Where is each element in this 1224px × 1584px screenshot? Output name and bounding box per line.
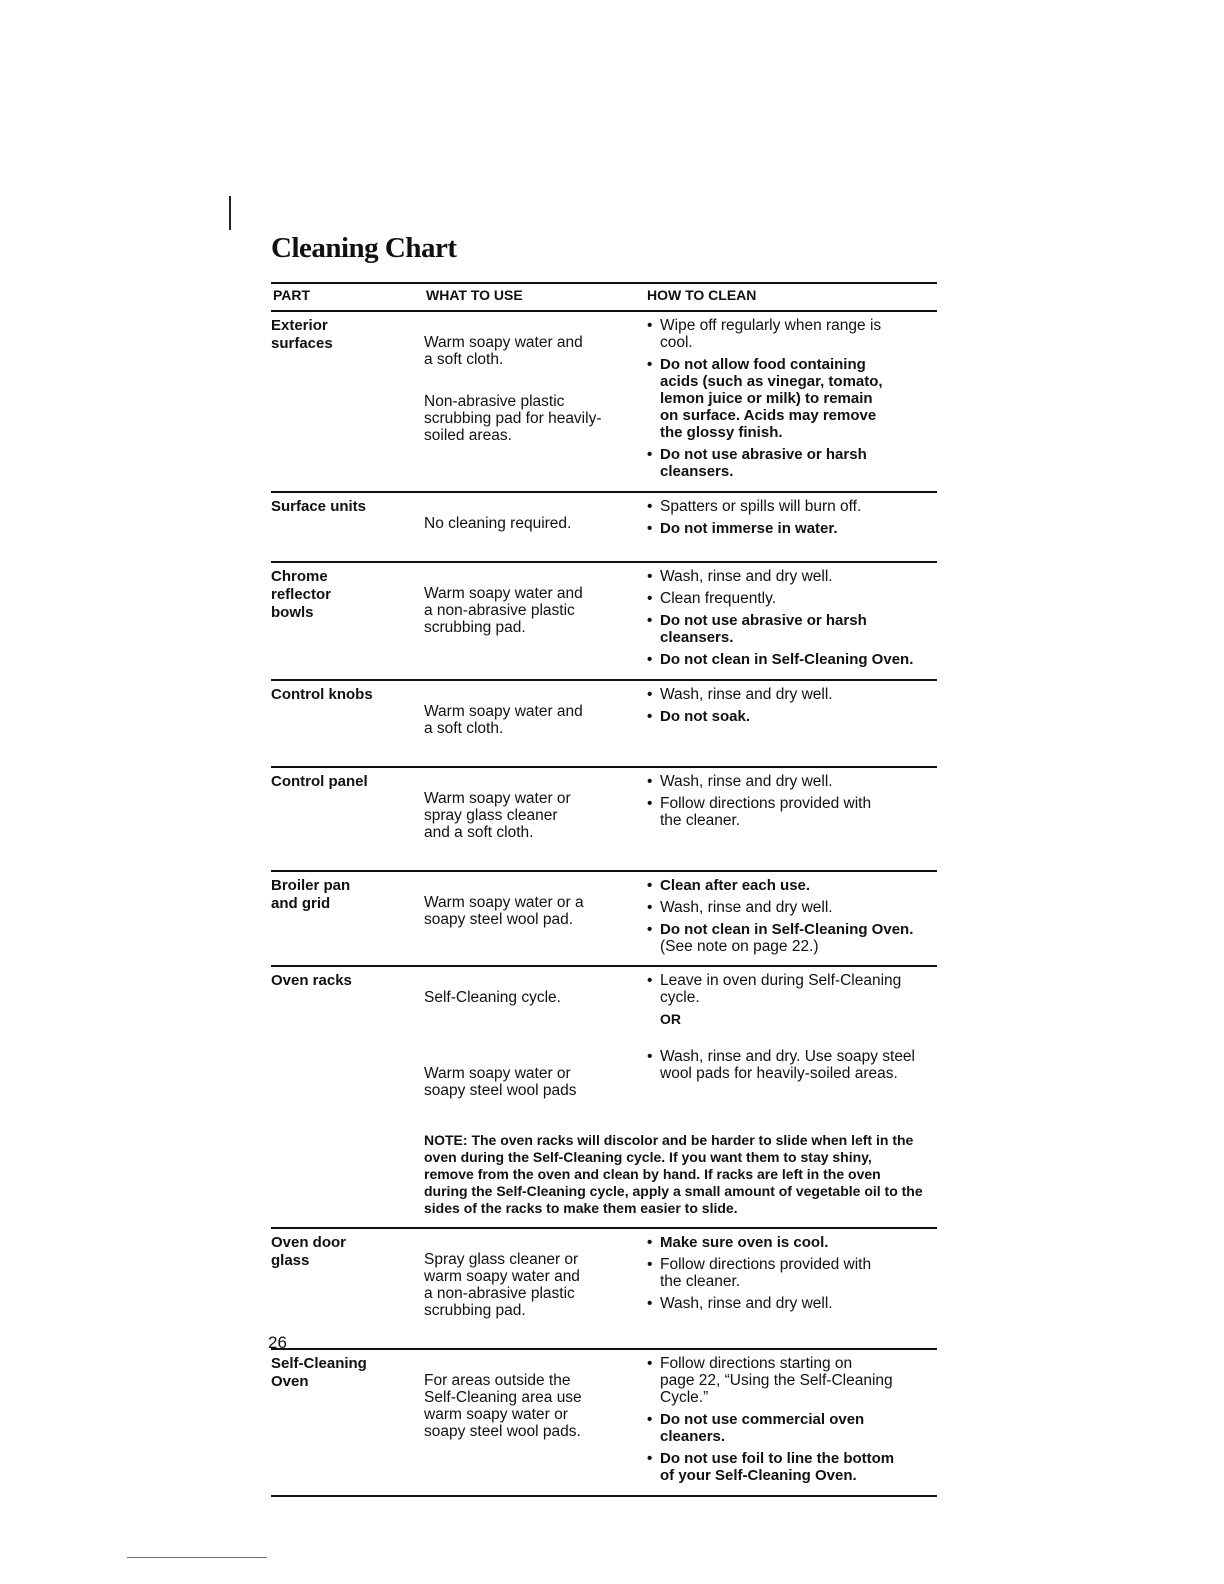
- instruction-item: • Wash, rinse and dry well.: [646, 686, 937, 703]
- table-row: [271, 870, 937, 965]
- how-to-clean-cell: [646, 1232, 937, 1342]
- warning-item: • Do not soak.: [646, 708, 937, 725]
- what-to-use-item: Warm soapy water and a soft cloth.: [424, 703, 583, 737]
- how-to-clean-cell: [646, 970, 937, 1032]
- margin-mark: [229, 196, 231, 230]
- part-cell: Control knobs: [271, 686, 373, 703]
- warning-item: • Do not allow food containing acids (such as vinegar, tomato, lemon juice or milk) to remain on surface. Acids may remove the glossy finish.: [646, 356, 937, 441]
- what-to-use-cell: [424, 970, 646, 1032]
- part-cell: Oven door glass: [271, 1234, 347, 1269]
- page-number: 26: [268, 1333, 287, 1352]
- how-to-clean-cell: [646, 1353, 937, 1489]
- what-to-use-cell: [424, 684, 646, 760]
- header-what-to-use: WHAT TO USE: [426, 287, 523, 303]
- table-row: [271, 1348, 937, 1497]
- instruction-item: • Follow directions starting on page 22, “Using the Self-Cleaning Cycle.”: [646, 1355, 937, 1406]
- how-to-clean-cell: [646, 875, 937, 959]
- what-to-use-cell: [424, 1353, 646, 1489]
- what-to-use-cell: [424, 496, 646, 555]
- how-to-clean-cell: [646, 315, 937, 485]
- table-row: [271, 561, 937, 679]
- what-to-use-item: No cleaning required.: [424, 515, 572, 532]
- bottom-edge-mark: [127, 1557, 267, 1558]
- what-to-use-cell: [424, 315, 646, 485]
- warning-item: • Make sure oven is cool.: [646, 1234, 937, 1251]
- how-to-clean-cell: [646, 771, 937, 864]
- table-row: [271, 965, 937, 1227]
- part-cell: Self-Cleaning Oven: [271, 1355, 367, 1390]
- part-cell: Surface units: [271, 498, 367, 515]
- note-reference: (See note on page 22.): [660, 938, 819, 955]
- table-row: [271, 679, 937, 766]
- what-to-use-item: Non-abrasive plastic scrubbing pad for heavily- soiled areas.: [424, 393, 602, 444]
- instruction-item: • Spatters or spills will burn off.: [646, 498, 937, 515]
- instruction-item: • Follow directions provided with the cleaner.: [646, 1256, 937, 1290]
- instruction-item: • Wipe off regularly when range is cool.: [646, 317, 937, 351]
- oven-racks-note: NOTE: The oven racks will discolor and be harder to slide when left in the oven during the Self-Cleaning cycle. If you want them to stay shiny, remove from the oven and clean by hand. If racks are left in the oven during the Self-Cleaning cycle, apply a small amount of vegetable oil to the sides of the racks to make them easier to slide.: [424, 1132, 923, 1216]
- warning-item: • Do not use abrasive or harsh cleansers.: [646, 612, 937, 646]
- how-to-clean-cell: [646, 1046, 937, 1122]
- how-to-clean-cell: [646, 684, 937, 760]
- what-to-use-item: Spray glass cleaner or warm soapy water and a non-abrasive plastic scrubbing pad.: [424, 1251, 580, 1319]
- what-to-use-cell: [424, 1232, 646, 1342]
- instruction-item: • Follow directions provided with the cleaner.: [646, 795, 937, 829]
- instruction-item: • Wash, rinse and dry well.: [646, 773, 937, 790]
- part-cell-spacer: [271, 1046, 424, 1122]
- warning-item: [646, 921, 937, 938]
- what-to-use-item: Warm soapy water or a soapy steel wool pad.: [424, 894, 584, 928]
- table-row: [271, 310, 937, 491]
- header-rule: [271, 282, 937, 284]
- what-to-use-item: Warm soapy water or spray glass cleaner and a soft cloth.: [424, 790, 571, 841]
- part-cell: Chrome reflector bowls: [271, 568, 332, 621]
- cleaning-table: [271, 310, 937, 1497]
- header-how-to-clean: HOW TO CLEAN: [647, 287, 757, 303]
- part-cell: Control panel: [271, 773, 368, 790]
- what-to-use-cell: [424, 771, 646, 864]
- header-part: PART: [273, 287, 311, 303]
- what-to-use-cell: [424, 875, 646, 959]
- how-to-clean-cell: [646, 496, 937, 555]
- part-cell: Exterior surfaces: [271, 317, 333, 352]
- instruction-item: • Wash, rinse and dry well.: [646, 899, 937, 916]
- table-row: [271, 1227, 937, 1348]
- what-to-use-cell: [424, 1046, 646, 1122]
- instruction-item: • Wash, rinse and dry. Use soapy steel wool pads for heavily-soiled areas.: [646, 1048, 937, 1082]
- table-row: [271, 491, 937, 561]
- table-header: [271, 287, 937, 309]
- what-to-use-cell: [424, 566, 646, 673]
- warning-item: • Do not use foil to line the bottom of your Self-Cleaning Oven.: [646, 1450, 937, 1484]
- or-label: OR: [660, 1011, 681, 1027]
- instruction-item: • Wash, rinse and dry well.: [646, 568, 937, 585]
- what-to-use-item: For areas outside the Self-Cleaning area use warm soapy water or soapy steel wool pads.: [424, 1372, 582, 1440]
- warning-item: • Do not immerse in water.: [646, 520, 937, 537]
- page-title: Cleaning Chart: [271, 232, 457, 264]
- table-row: [271, 766, 937, 870]
- what-to-use-item: Self-Cleaning cycle.: [424, 989, 561, 1006]
- warning-item: • Clean after each use.: [646, 877, 937, 894]
- part-cell: Broiler pan and grid: [271, 877, 351, 912]
- what-to-use-item: Warm soapy water and a non-abrasive plastic scrubbing pad.: [424, 585, 583, 636]
- how-to-clean-cell: [646, 566, 937, 673]
- instruction-item: • Clean frequently.: [646, 590, 937, 607]
- instruction-item: • Wash, rinse and dry well.: [646, 1295, 937, 1312]
- what-to-use-item: Warm soapy water and a soft cloth.: [424, 334, 583, 368]
- what-to-use-item: Warm soapy water or soapy steel wool pads: [424, 1065, 577, 1099]
- warning-item: • Do not use commercial oven cleaners.: [646, 1411, 937, 1445]
- warning-text: Do not clean in Self-Cleaning Oven.: [660, 921, 914, 938]
- warning-item: • Do not use abrasive or harsh cleansers.: [646, 446, 937, 480]
- part-cell: Oven racks: [271, 972, 352, 989]
- instruction-item: • Leave in oven during Self-Cleaning cycle.: [646, 972, 937, 1006]
- warning-item: • Do not clean in Self-Cleaning Oven.: [646, 651, 937, 668]
